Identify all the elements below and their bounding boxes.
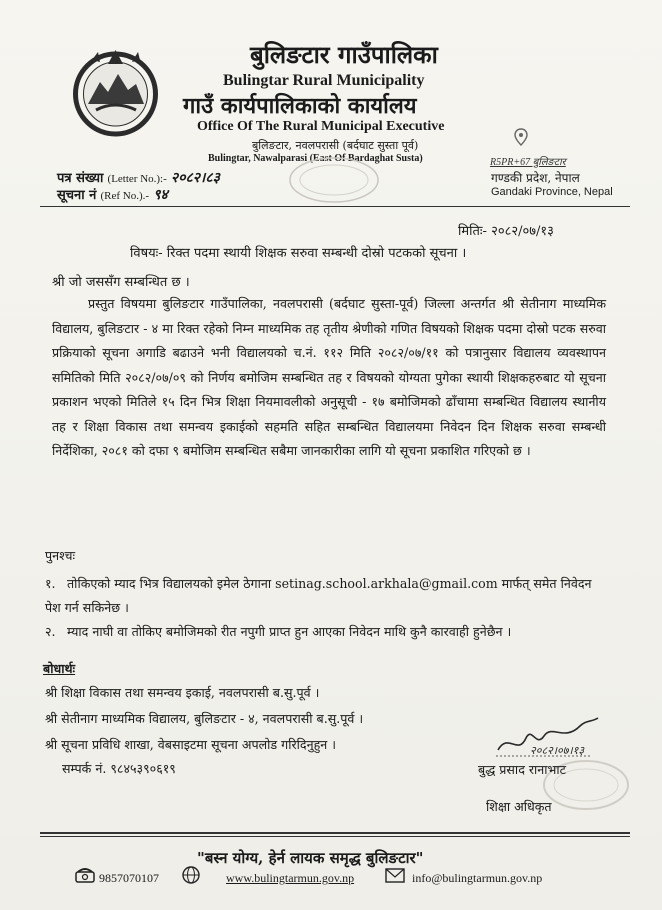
office-name-english: Office Of The Rural Municipal Executive — [197, 119, 445, 134]
address-nepali: बुलिङटार, नवलपरासी (बर्दघाट सुस्ता पूर्व) — [252, 139, 419, 152]
footer-slogan: "बस्न योग्य, हेर्न लायक समृद्ध बुलिङटार" — [197, 849, 424, 867]
postscript-item — [45, 620, 605, 644]
phone-icon — [74, 866, 96, 884]
footer-divider-thin — [40, 836, 630, 837]
copy-to-label: बोधार्थः — [43, 661, 76, 676]
signatory-role: शिक्षा अधिकृत — [486, 799, 552, 814]
reference-number-label-en: (Ref No.).- — [100, 190, 150, 202]
postscript-item-number: २. — [45, 624, 56, 639]
reference-number-value: ९४ — [153, 187, 168, 203]
postscript-item-text: तोकिएको म्याद भित्र विद्यालयको इमेल ठेगाना setinag.school.arkhala@gmail.com मार्फत् समेत निवेदन पेश गर्न सकिनेछ । — [45, 576, 592, 615]
postscript-item-number: १. — [45, 576, 56, 591]
municipality-name-nepali: बुलिङटार गाउँपालिका — [250, 40, 438, 69]
salutation: श्री जो जससँग सम्बन्धित छ । — [52, 275, 190, 290]
footer-divider — [40, 832, 630, 834]
contact-number: सम्पर्क नं. ९८४५३९०६१९ — [62, 761, 176, 776]
copy-to-line: श्री सेतीनाग माध्यमिक विद्यालय, बुलिङटार - ४, नवलपरासी ब.सु.पूर्व । — [45, 711, 364, 726]
postscript-label: पुनश्चः — [45, 548, 76, 563]
office-name-nepali: गाउँ कार्यपालिकाको कार्यालय — [183, 93, 417, 119]
reference-number — [57, 185, 168, 204]
copy-to-line: श्री शिक्षा विकास तथा समन्वय इकाई, नवलपरासी ब.सु.पूर्व । — [45, 685, 320, 700]
received-stamp-mark — [286, 155, 382, 205]
postscript-item — [45, 572, 605, 620]
reference-number-label: सूचना नं — [57, 188, 97, 203]
municipality-name-english: Bulingtar Rural Municipality — [223, 72, 425, 89]
province-english: Gandaki Province, Nepal — [491, 186, 613, 198]
letter-date: मितिः- २०८२/०७/१३ — [458, 224, 554, 239]
location-pin-icon — [514, 128, 528, 146]
header-divider — [40, 206, 630, 207]
footer-phone: 9857070107 — [99, 871, 159, 885]
footer-email[interactable]: info@bulingtarmun.gov.np — [412, 871, 543, 885]
body-paragraph: प्रस्तुत विषयमा बुलिङटार गाउँपालिका, नवलपरासी (बर्दघाट सुस्ता-पूर्व) जिल्ला अन्तर्गत श्री सेतीनाग माध्यमिक विद्यालय, बुलिङटार - ४ मा रिक्त रहेको निम्न माध्यमिक तह तृतीय श्रेणीको गणित विषयको शिक्षक पदमा दोस्रो पटक सरुवा प्रक्रियाको सूचना अगाडि बढाउने भनी विद्यालयको च.नं. ११२ मिति २०८२/०७/११ को पत्रानुसार विद्यालय व्यवस्थापन समितिको मिति २०८२/०७/०९ को निर्णय बमोजिम सम्बन्धित तह र विषयको योग्यता पुगेका स्थायी शिक्षकहरुबाट यो सूचना प्रकाशन भएको मितिले १५ दिन भित्र शिक्षा नियमावलीको अनुसूची - १७ बमोजिमको ढाँचामा सम्बन्धित विद्यालय स्थानीय तह र शिक्षा विकास तथा समन्वय इकाईको सहमति सहित सम्बन्धित विद्यालयमा निवेदन दिन शिक्षक सरुवा सम्बन्धी निर्देशिका, २०८१ को दफा ९ बमोजिम सम्बन्धित सबैमा जानकारीका लागि यो सूचना प्रकाशित गरिएको छ । — [52, 296, 606, 458]
signature-date: २०८२।०७।१३ — [530, 744, 585, 757]
address-english: Bulingtar, Nawalparasi (East Of Bardaghat Susta) — [208, 153, 423, 164]
globe-icon — [180, 866, 202, 884]
signatory-name: बुद्ध प्रसाद रानाभाट — [478, 762, 567, 777]
province-nepali: गण्डकी प्रदेश, नेपाल — [491, 171, 580, 185]
footer-website-link[interactable]: www.bulingtarmun.gov.np — [226, 871, 355, 885]
plus-code: R5PR+67 बुलिङटार — [490, 157, 566, 168]
letter-number-label-en: (Letter No.):- — [107, 173, 167, 185]
email-icon — [384, 866, 406, 884]
letter-number-label: पत्र संख्या — [57, 171, 104, 186]
postscript-item-text: म्याद नाघी वा तोकिए बमोजिमको रीत नपुगी प्राप्त हुन आएका निवेदन माथि कुनै कारवाही हुनेछैन । — [67, 624, 512, 639]
subject-line: विषयः- रिक्त पदमा स्थायी शिक्षक सरुवा सम्बन्धी दोस्रो पटकको सूचना । — [130, 246, 467, 261]
municipality-emblem-logo — [68, 44, 163, 139]
copy-to-line: श्री सूचना प्रविधि शाखा, वेबसाइटमा सूचना अपलोड गरिदिनुहुन । — [45, 737, 337, 752]
letter-number-value: २०८२।८३ — [170, 170, 220, 186]
